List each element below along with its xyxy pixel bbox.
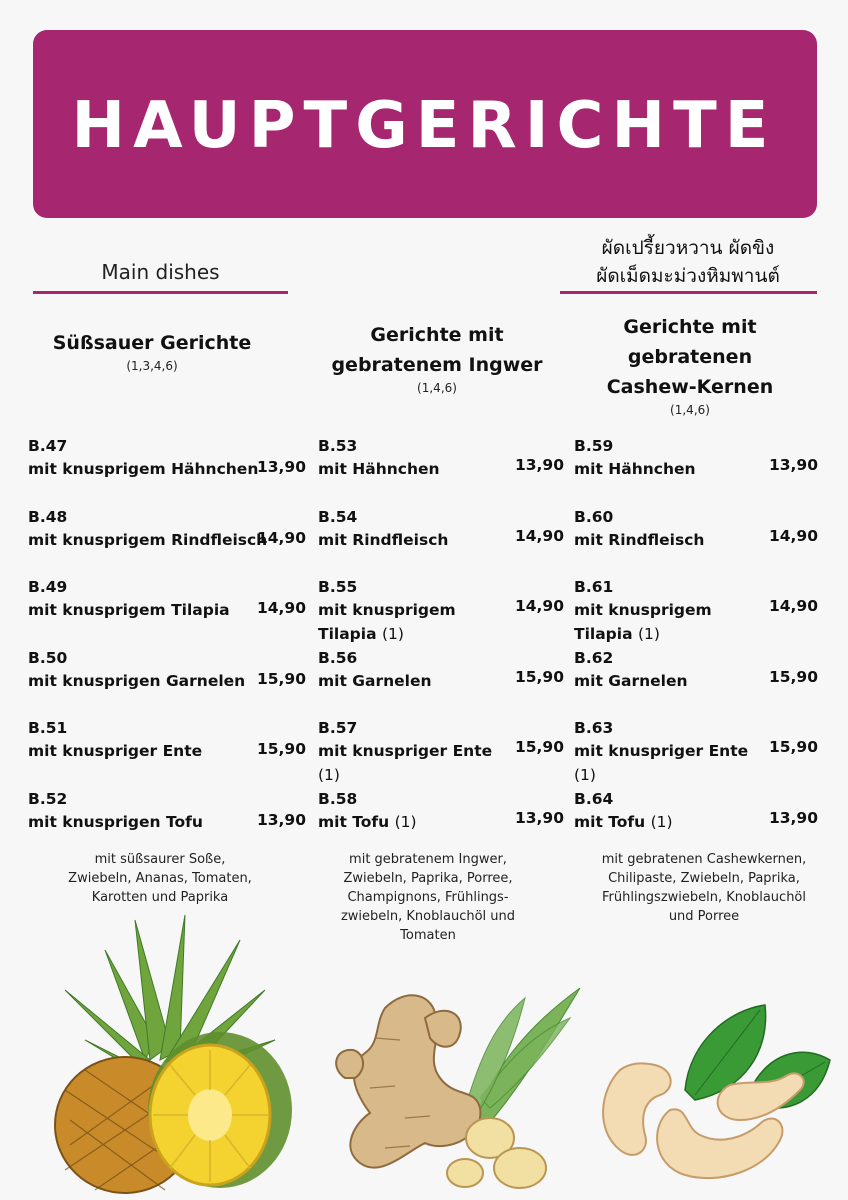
column-heading-text: gebratenem Ingwer	[331, 354, 543, 376]
column-heading-text: Cashew-Kernen	[606, 376, 774, 398]
item-code: B.55	[318, 578, 358, 596]
item-name: mit Rindfleisch	[318, 531, 449, 549]
menu-item	[318, 717, 518, 787]
item-price: 15,90	[514, 738, 564, 756]
description-line: Frühlingszwiebeln, Knoblauchöl	[601, 890, 806, 905]
subtitle-thai	[560, 234, 816, 290]
menu-item	[318, 506, 518, 552]
item-price: 15,90	[768, 738, 818, 756]
column-heading-text: Süßsauer Gerichte	[52, 332, 252, 354]
subtitle-thai-line-2: ผัดเม็ดมะม่วงหิมพานต์	[596, 265, 780, 287]
item-price: 14,90	[256, 529, 306, 547]
item-name: mit knusprigem Rindfleisch	[28, 531, 268, 549]
item-price: 15,90	[768, 668, 818, 686]
divider-right	[560, 291, 817, 294]
item-code: B.53	[318, 437, 358, 455]
menu-item	[28, 506, 267, 552]
item-price: 13,90	[768, 456, 818, 474]
item-name: mit knusprigem Tilapia	[574, 601, 712, 643]
subtitle-thai-line-1: ผัดเปรี้ยวหวาน ผัดขิง	[601, 237, 775, 259]
item-price: 14,90	[256, 599, 306, 617]
description-line: und Porree	[668, 909, 740, 924]
item-allergen-note: (1)	[574, 766, 596, 784]
item-name: mit Tofu	[574, 813, 646, 831]
item-code: B.49	[28, 578, 68, 596]
subtitle-main-dishes: Main dishes	[101, 260, 220, 284]
menu-item	[28, 435, 258, 481]
menu-item	[574, 717, 774, 787]
item-price: 14,90	[514, 527, 564, 545]
item-price: 14,90	[768, 527, 818, 545]
item-code: B.64	[574, 790, 614, 808]
item-price: 13,90	[514, 456, 564, 474]
item-name: mit Rindfleisch	[574, 531, 705, 549]
description-line: mit gebratenem Ingwer,	[349, 852, 507, 867]
item-code: B.61	[574, 578, 614, 596]
menu-item	[574, 647, 774, 693]
item-name: mit Hähnchen	[574, 460, 696, 478]
item-allergen-note: (1)	[318, 766, 340, 784]
description-line: Zwiebeln, Paprika, Porree,	[343, 871, 513, 886]
divider-left	[33, 291, 288, 294]
cashew-illustration	[590, 1000, 840, 1190]
item-code: B.52	[28, 790, 68, 808]
item-code: B.63	[574, 719, 614, 737]
allergens-label: (1,4,6)	[670, 403, 710, 417]
menu-item	[318, 576, 518, 646]
menu-item	[318, 788, 518, 834]
description-line: mit süßsaurer Soße,	[94, 852, 226, 867]
menu-item	[318, 647, 518, 693]
item-name: mit knusprigen Garnelen	[28, 672, 246, 690]
menu-item	[574, 506, 774, 552]
item-code: B.59	[574, 437, 614, 455]
item-code: B.51	[28, 719, 68, 737]
item-name: mit Hähnchen	[318, 460, 440, 478]
item-code: B.54	[318, 508, 358, 526]
menu-item	[28, 576, 230, 622]
description-line: Champignons, Frühlings-	[347, 890, 509, 905]
column-heading-text: gebratenen	[627, 346, 753, 368]
item-price: 14,90	[514, 597, 564, 615]
description-cashew	[570, 850, 838, 926]
item-code: B.56	[318, 649, 358, 667]
description-line: Tomaten	[400, 928, 456, 943]
item-code: B.58	[318, 790, 358, 808]
description-line: Karotten und Paprika	[91, 890, 229, 905]
item-name: mit knuspriger Ente	[574, 742, 749, 760]
item-price: 14,90	[768, 597, 818, 615]
item-name: mit knuspriger Ente	[28, 742, 203, 760]
item-code: B.57	[318, 719, 358, 737]
column-heading-text: Gerichte mit	[370, 324, 504, 346]
pineapple-illustration	[25, 910, 310, 1195]
item-name: mit knuspriger Ente	[318, 742, 493, 760]
menu-item	[574, 576, 774, 646]
item-name: mit knusprigem Hähnchen	[28, 460, 259, 478]
column-heading-text: Gerichte mit	[623, 316, 757, 338]
item-price: 13,90	[256, 811, 306, 829]
item-allergen-note: (1)	[381, 625, 404, 643]
column-heading-sweet-sour	[27, 328, 277, 374]
menu-item	[318, 435, 518, 481]
item-code: B.60	[574, 508, 614, 526]
description-line: mit gebratenen Cashewkernen,	[601, 852, 807, 867]
item-code: B.47	[28, 437, 68, 455]
menu-item	[28, 717, 202, 763]
description-ginger	[308, 850, 548, 945]
description-line: Zwiebeln, Ananas, Tomaten,	[68, 871, 252, 886]
item-name: mit Garnelen	[574, 672, 688, 690]
description-line: zwiebeln, Knoblauchöl und	[340, 909, 516, 924]
item-allergen-note: (1)	[637, 625, 660, 643]
item-code: B.50	[28, 649, 68, 667]
menu-item	[574, 788, 774, 834]
menu-item	[28, 647, 245, 693]
item-allergen-note: (1)	[650, 813, 673, 831]
item-name: mit Tofu	[318, 813, 390, 831]
item-price: 13,90	[256, 458, 306, 476]
item-name: mit Garnelen	[318, 672, 432, 690]
allergens-label: (1,4,6)	[417, 381, 457, 395]
item-name: mit knusprigen Tofu	[28, 813, 203, 831]
item-name: mit knusprigem Tilapia	[318, 601, 456, 643]
item-name: mit knusprigem Tilapia	[28, 601, 230, 619]
menu-item	[28, 788, 203, 834]
page-title: HAUPTGERICHTE	[71, 89, 777, 163]
ginger-illustration	[325, 978, 590, 1193]
item-price: 13,90	[514, 809, 564, 827]
allergens-label: (1,3,4,6)	[126, 359, 178, 373]
column-heading-cashew	[565, 312, 815, 418]
column-heading-ginger	[312, 320, 562, 396]
item-allergen-note: (1)	[394, 813, 417, 831]
description-sweet-sour	[40, 850, 280, 907]
item-price: 15,90	[256, 670, 306, 688]
menu-item	[574, 435, 774, 481]
item-price: 15,90	[256, 740, 306, 758]
description-line: Chilipaste, Zwiebeln, Paprika,	[608, 871, 800, 886]
item-code: B.48	[28, 508, 68, 526]
item-code: B.62	[574, 649, 614, 667]
item-price: 13,90	[768, 809, 818, 827]
item-price: 15,90	[514, 668, 564, 686]
